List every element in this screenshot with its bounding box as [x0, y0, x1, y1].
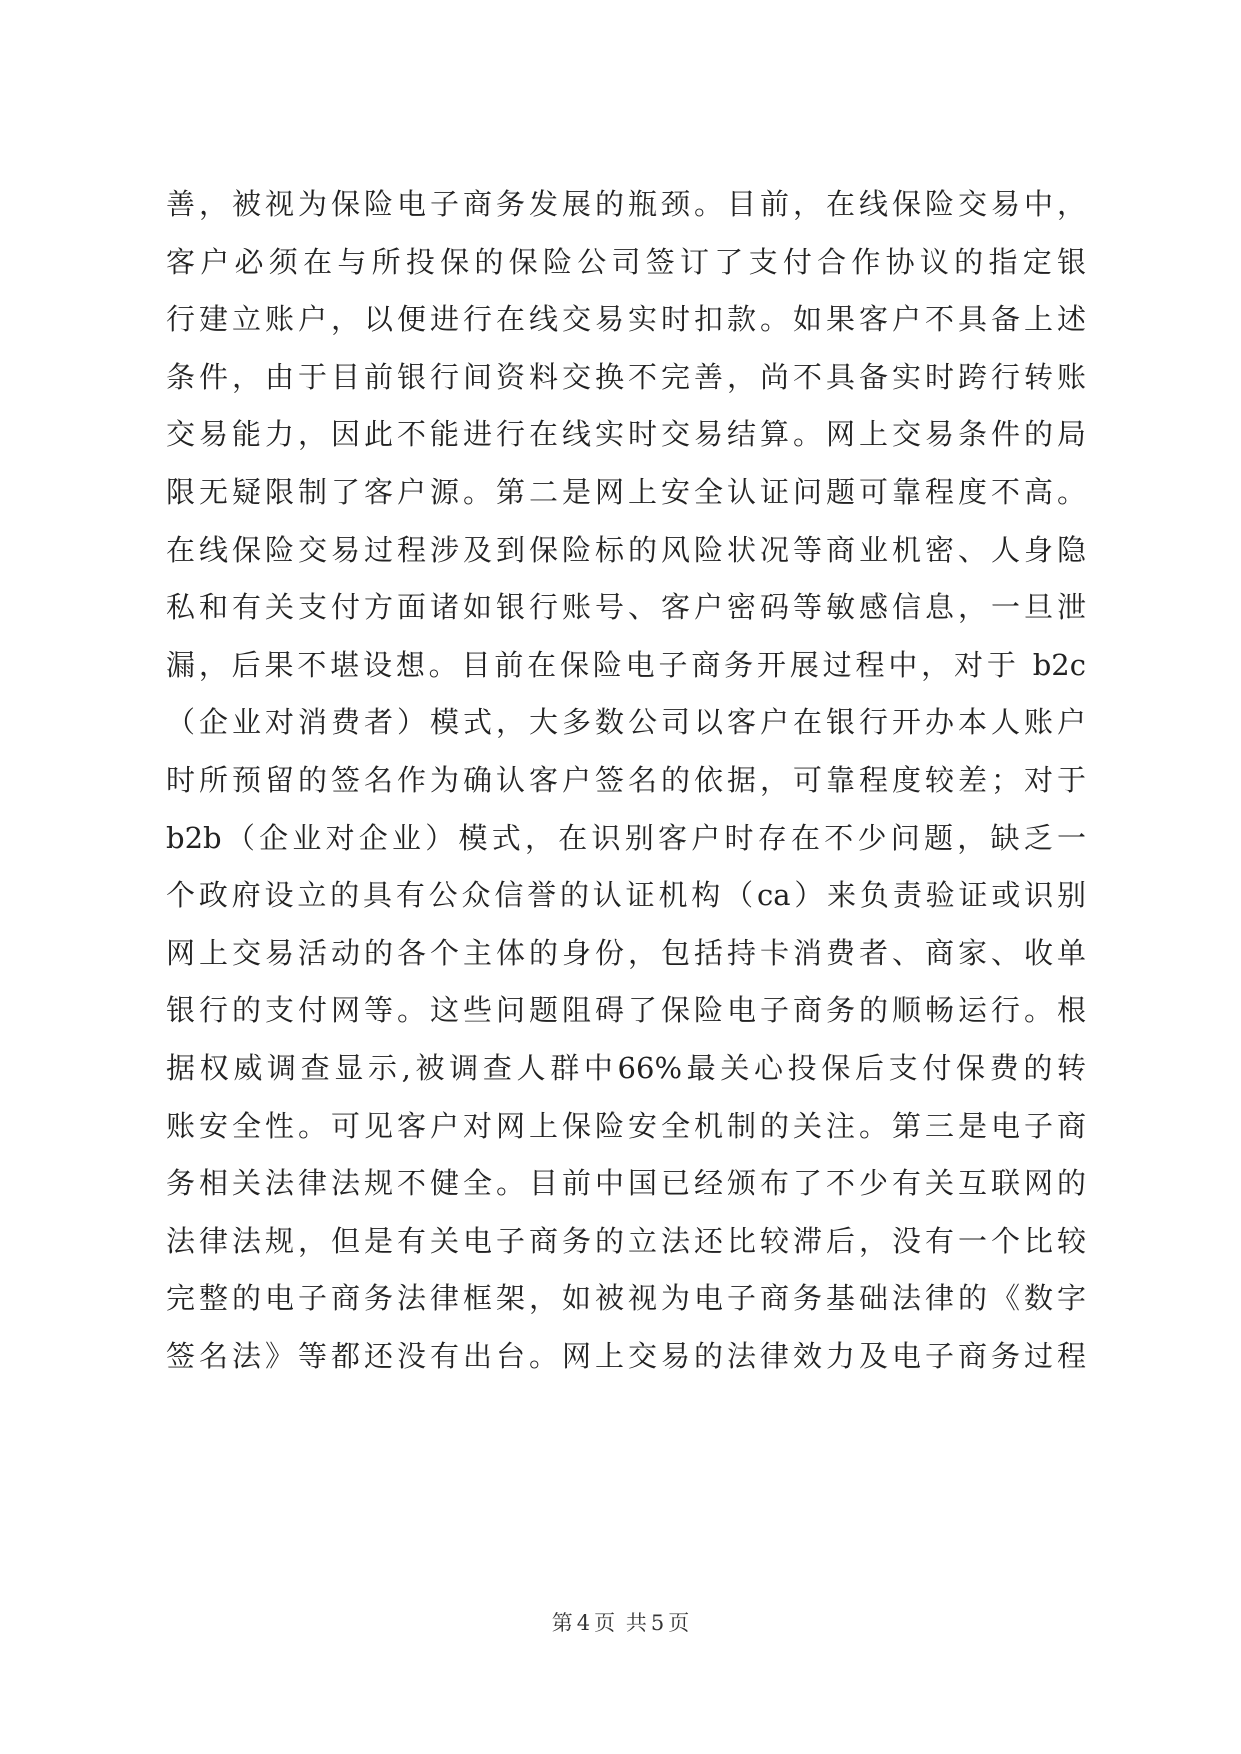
text-line: 漏，后果不堪设想。目前在保险电子商务开展过程中，对于 b2c	[166, 647, 1086, 682]
footer-total-suffix: 页	[668, 1611, 690, 1635]
text-line: 交易能力，因此不能进行在线实时交易结算。网上交易条件的局	[166, 417, 1086, 452]
text-line: 账安全性。可见客户对网上保险安全机制的关注。第三是电子商	[166, 1108, 1086, 1143]
text-line: 善，被视为保险电子商务发展的瓶颈。目前，在线保险交易中，	[166, 187, 1086, 221]
footer-prefix: 第	[551, 1611, 573, 1635]
text-line: 签名法》等都还没有出台。网上交易的法律效力及电子商务过程	[166, 1338, 1086, 1373]
text-line: 客户必须在与所投保的保险公司签订了支付合作协议的指定银	[166, 244, 1086, 279]
text-line: 条件，由于目前银行间资料交换不完善，尚不具备实时跨行转账	[166, 359, 1086, 394]
footer-total-pages: 5	[650, 1611, 665, 1635]
text-line: 完整的电子商务法律框架，如被视为电子商务基础法律的《数字	[166, 1281, 1086, 1316]
text-line: 时所预留的签名作为确认客户签名的依据，可靠程度较差；对于	[166, 762, 1086, 797]
footer-page-word: 页	[594, 1611, 616, 1635]
text-line: b2b（企业对企业）模式，在识别客户时存在不少问题，缺乏一	[166, 820, 1086, 855]
text-line: 限无疑限制了客户源。第二是网上安全认证问题可靠程度不高。	[166, 474, 1086, 509]
body-text	[166, 176, 1086, 1385]
text-line: （企业对消费者）模式，大多数公司以客户在银行开办本人账户	[166, 705, 1086, 740]
text-line: 网上交易活动的各个主体的身份，包括持卡消费者、商家、收单	[166, 935, 1086, 970]
text-line: 在线保险交易过程涉及到保险标的风险状况等商业机密、人身隐	[166, 532, 1086, 567]
text-line: 法律法规，但是有关电子商务的立法还比较滞后，没有一个比较	[166, 1223, 1086, 1258]
text-line: 务相关法律法规不健全。目前中国已经颁布了不少有关互联网的	[166, 1166, 1086, 1201]
footer-current-page: 4	[576, 1611, 591, 1635]
page-footer	[0, 1608, 1241, 1638]
text-line: 据权威调查显示,被调查人群中66%最关心投保后支付保费的转	[166, 1050, 1086, 1085]
footer-total-prefix: 共	[625, 1611, 647, 1635]
text-line: 行建立账户，以便进行在线交易实时扣款。如果客户不具备上述	[166, 302, 1086, 337]
text-line: 银行的支付网等。这些问题阻碍了保险电子商务的顺畅运行。根	[166, 993, 1086, 1028]
text-line: 个政府设立的具有公众信誉的认证机构（ca）来负责验证或识别	[166, 878, 1086, 913]
text-line: 私和有关支付方面诸如银行账号、客户密码等敏感信息，一旦泄	[166, 590, 1086, 625]
